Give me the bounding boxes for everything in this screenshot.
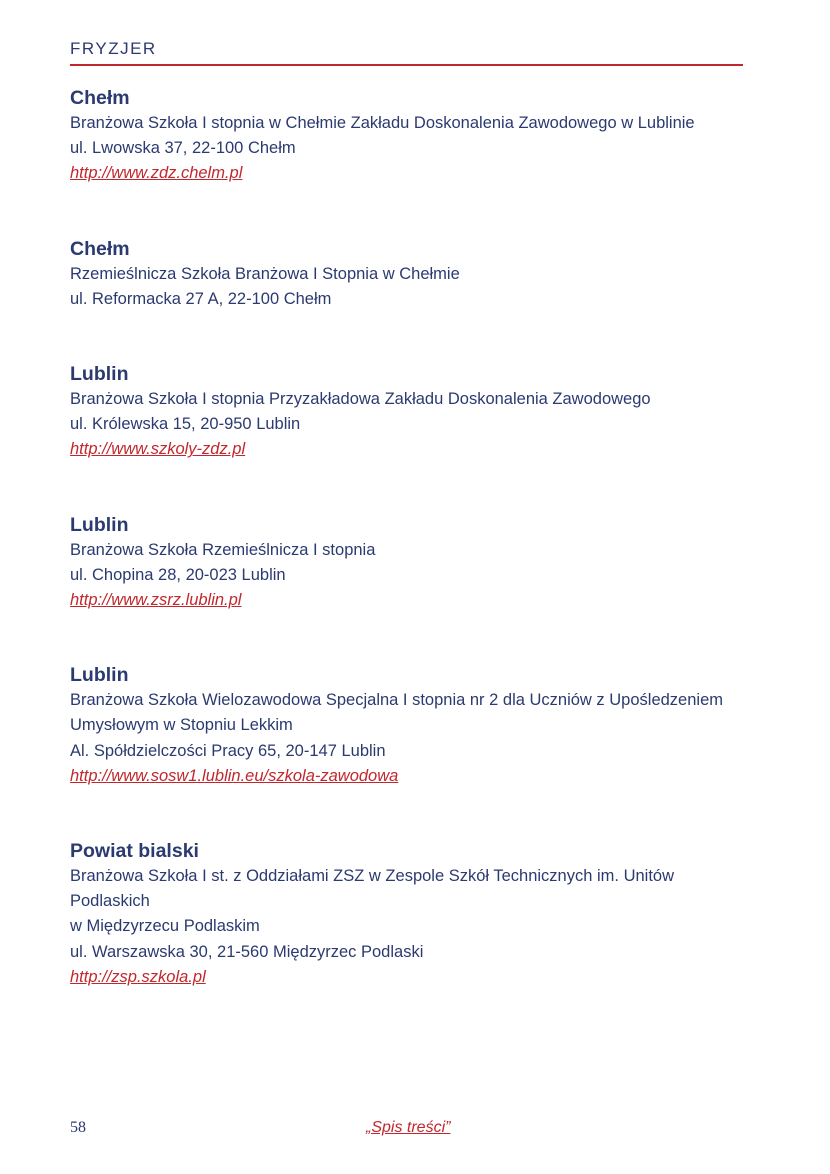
entry-city: Lublin — [70, 513, 129, 536]
entry-address: ul. Królewska 15, 20-950 Lublin — [70, 415, 301, 434]
page-number: 58 — [70, 1119, 86, 1136]
school-entry — [70, 838, 750, 990]
section-title: FRYZJER — [70, 39, 157, 58]
entry-school-name: Rzemieślnicza Szkoła Branżowa I Stopnia w Chełmie — [70, 264, 460, 283]
entry-school-name: Branżowa Szkoła I st. z Oddziałami ZSZ w Zespole Szkół Technicznych im. Unitów Podlaskich — [70, 867, 674, 911]
entry-school-name: Branżowa Szkoła Rzemieślnicza I stopnia — [70, 540, 376, 559]
school-entry — [70, 512, 750, 614]
entry-website-link[interactable]: http://www.sosw1.lublin.eu/szkola-zawodowa — [70, 766, 399, 785]
school-entry — [70, 85, 750, 187]
entry-school-name: Branżowa Szkoła I stopnia Przyzakładowa Zakładu Doskonalenia Zawodowego — [70, 390, 651, 409]
school-entry — [70, 236, 750, 312]
entry-city: Lublin — [70, 664, 129, 687]
school-entry — [70, 662, 750, 789]
entry-website-link[interactable]: http://www.zdz.chelm.pl — [70, 164, 243, 183]
entry-school-name: Branżowa Szkoła Wielozawodowa Specjalna I stopnia nr 2 dla Uczniów z Upośledzeniem — [70, 691, 723, 710]
entry-city: Powiat bialski — [70, 840, 199, 863]
table-of-contents-link[interactable]: „Spis treści” — [366, 1119, 451, 1136]
entry-city: Lublin — [70, 363, 129, 386]
header-divider — [70, 64, 743, 66]
entry-address: Al. Spółdzielczości Pracy 65, 20-147 Lublin — [70, 741, 386, 760]
entry-city: Chełm — [70, 237, 130, 260]
school-list — [70, 85, 750, 990]
entry-website-link[interactable]: http://www.zsrz.lublin.pl — [70, 591, 242, 610]
entry-school-name-continued: Umysłowym w Stopniu Lekkim — [70, 716, 293, 735]
entry-address: ul. Reformacka 27 A, 22-100 Chełm — [70, 289, 332, 308]
entry-address: ul. Chopina 28, 20-023 Lublin — [70, 565, 286, 584]
entry-address: ul. Lwowska 37, 22-100 Chełm — [70, 139, 296, 158]
entry-address: ul. Warszawska 30, 21-560 Międzyrzec Podlaski — [70, 942, 424, 961]
entry-school-name-continued: w Międzyrzecu Podlaskim — [70, 917, 260, 936]
page-header — [70, 38, 743, 66]
entry-website-link[interactable]: http://www.szkoly-zdz.pl — [70, 440, 246, 459]
school-entry — [70, 361, 750, 463]
entry-website-link[interactable]: http://zsp.szkola.pl — [70, 967, 206, 986]
entry-school-name: Branżowa Szkoła I stopnia w Chełmie Zakładu Doskonalenia Zawodowego w Lublinie — [70, 114, 695, 132]
entry-city: Chełm — [70, 87, 130, 109]
